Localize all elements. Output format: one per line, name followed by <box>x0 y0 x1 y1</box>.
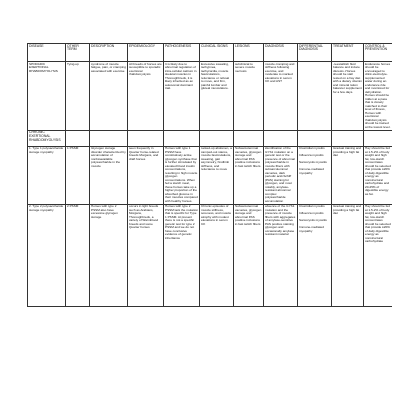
column-header: TREATMENT <box>332 44 364 62</box>
table-cell: 2. Type 2 polysaccharide storage myopathy <box>28 204 66 306</box>
table-cell <box>128 130 164 146</box>
table-cell: Subsarcolemmal vacuoles, glycogen storage and abnormal PAS positive inclusions in fast twitch fibers. <box>234 146 264 204</box>
column-header: CLINICAL SIGNS <box>200 44 234 62</box>
table-cell: Horses with type 2 PSSM also have excessive glycogen storage <box>90 204 128 306</box>
table-row <box>28 146 393 204</box>
table-cell <box>264 130 298 146</box>
table-cell: syndrome of muscle fatigue, pain, or cramping associated with exercise <box>90 62 128 131</box>
column-header: DISEASE <box>28 44 66 62</box>
table-cell: Clostridial myositis Influenza myositis Sarcocystis myositis Immune-mediated myopathy <box>298 146 332 204</box>
table-cell: Gradual training and providing a high fat diet <box>332 204 364 306</box>
table-cell: 1 PSSM <box>66 146 90 204</box>
table-cell: Horses with type 2 PSSM lack the mutation that is specific for Type 1 PSSM. At present there is not a specific genetic test for type 2 PSSM and we do not have conclusive evidence of genetic inheritance <box>164 204 200 306</box>
table-cell: subclinical to severe muscle necrosis <box>234 62 264 131</box>
table-cell: Hay should be fed at 1.5-2% of body weight and high fat, low-starch concentrates should be selected that provide ≤20% of daily digestible energy as nonstructural carbohydrate and 20-25% of digestible energy as fat. <box>364 146 393 204</box>
table-cell: SPORADIC EXERTIONAL RHABDOMYOLYSIS <box>28 62 66 131</box>
table-cell <box>90 130 128 146</box>
table-cell: Horses with type 1 PSSM have constitutively active glycogen synthase that is further stimulated by elevated blood insulin concentrations, resulting in high muscle glycogen concentrations. When fed a starch meal, these horses take up a higher proportion of the absorbed glucose in their muscles compared with healthy horses. <box>165 146 198 203</box>
table-cell: Glycogen storage disorder characterized by accumulation of nonbioavailable polysaccharide in the muscle <box>90 146 128 204</box>
table-cell <box>298 130 332 146</box>
column-header: CONTROL & PREVENTION <box>364 44 393 62</box>
table-cell: Endurance horses should be encouraged to drink electrolyte-supplemented water during an endurance ride and monitored for dehydration. Horses should be ridden at a pace that is closely matched to their level of fitness, Horses with exertional rhabdomyolysis should be trained at the lowest level. <box>364 62 393 131</box>
table-cell <box>298 62 332 131</box>
table-cell: Gradual training and providing a high fat diet <box>332 146 364 204</box>
table-cell: Tying-up <box>66 62 90 131</box>
table-cell: absence of the GYS1 mutation and the presence of muscle fibers with aggregates of amylase-sensitive PAS positive staining glycogen and occasionally amylase resistant material <box>264 204 298 306</box>
table-cell <box>332 130 364 146</box>
table-cell: Subsarcolemmal vacuoles, glycogen storage and abnormal PAS positive inclusions in fast twitch fibers <box>234 204 264 306</box>
table-cell: muscle cramping and stiffness following exercise, and moderate to marked elevations in serum CK and AST <box>264 62 298 131</box>
document-page <box>27 43 392 373</box>
table-cell <box>234 130 264 146</box>
column-header: OTHER TERM <box>66 44 90 62</box>
table-cell <box>66 130 90 146</box>
table-cell: tucked-up abdomen, a camped-out stance, muscle fasciculations, sweating, gait asymmetry, hindlimb stiffness, and reluctance to move <box>200 146 234 204</box>
table-cell: Excessive sweating, tachypnea, tachycardia, muscle fasciculations, reluctance or refusal to move, and firm, painful lumbar and gluteal musculature. <box>200 62 234 131</box>
section-row <box>28 130 393 146</box>
table-cell: Clostridial myositis Influenza myositis Sarcocystis myositis Immune-mediated myopathy <box>298 204 332 306</box>
table-cell: identification of the GYS1 mutation on a genetic test or the presence of abnormal polysaccharide in muscle fibers with subsarcolemmal vacuoles, dark periodic acid-Schiff (PAS) staining for glycogen, and most notably, amylase-resistant abnormal complex polysaccharide accumulation <box>264 146 298 204</box>
table-cell: All breeds of horses are susceptible to sporadic exertional rhabdomyolysis <box>128 62 164 131</box>
table-cell: -reestablish fluid balance and induce diuresis -Horses should be stall rested on a hay diet with a dietary vitamin and mineral ration balancer supplement for a few days. <box>332 62 364 131</box>
column-header: DESCRIPTION <box>90 44 128 62</box>
table-cell: Chronic episodes of muscle stiffness, soreness, and muscle atrophy with modest elevations in serum CK <box>200 204 234 306</box>
column-header: EPIDEMIOLOGY <box>128 44 164 62</box>
disease-table <box>27 43 392 307</box>
section-label: CHRONIC EXERTIONAL RHABDOMYOLYSIS <box>28 130 66 146</box>
table-cell: Hay should be fed at 1.5-2% of body weight and high fat, low-starch concentrates should be selected that provide ≤20% of daily digestible energy as nonstructural carbohydrate <box>364 204 393 306</box>
column-header: DIAGNOSIS <box>264 44 298 62</box>
table-cell <box>364 130 393 146</box>
table-cell <box>164 130 200 146</box>
column-header: DIFFERENTIAL DIAGNOSIS <box>298 44 332 62</box>
column-header: PATHOGENESIS <box>164 44 200 62</box>
table-body <box>28 62 393 307</box>
table-cell: seen frequently in Quarter horse-related breeds Morgans, and draft horses <box>128 146 164 204</box>
table-cell: 1. Type 1 polysaccharide storage myopathy <box>28 146 66 204</box>
table-header-row <box>28 44 393 62</box>
table-cell: occurs in light breeds such as Arabians, Morgans, Thoroughbreds, a variety of Warmblood breeds and some Quarter horses <box>128 204 164 306</box>
table-cell: 2 PSSM <box>66 204 90 306</box>
table-cell: It is likely due to abnormal regulation of intra-cellular calcium in skeletal muscles in Thoroughbreds, it is likely inherited as an autosomal dominant trait. <box>164 62 200 131</box>
table-cell <box>200 130 234 146</box>
table-row <box>28 62 393 131</box>
table-row <box>28 204 393 306</box>
column-header: LESIONS <box>234 44 264 62</box>
